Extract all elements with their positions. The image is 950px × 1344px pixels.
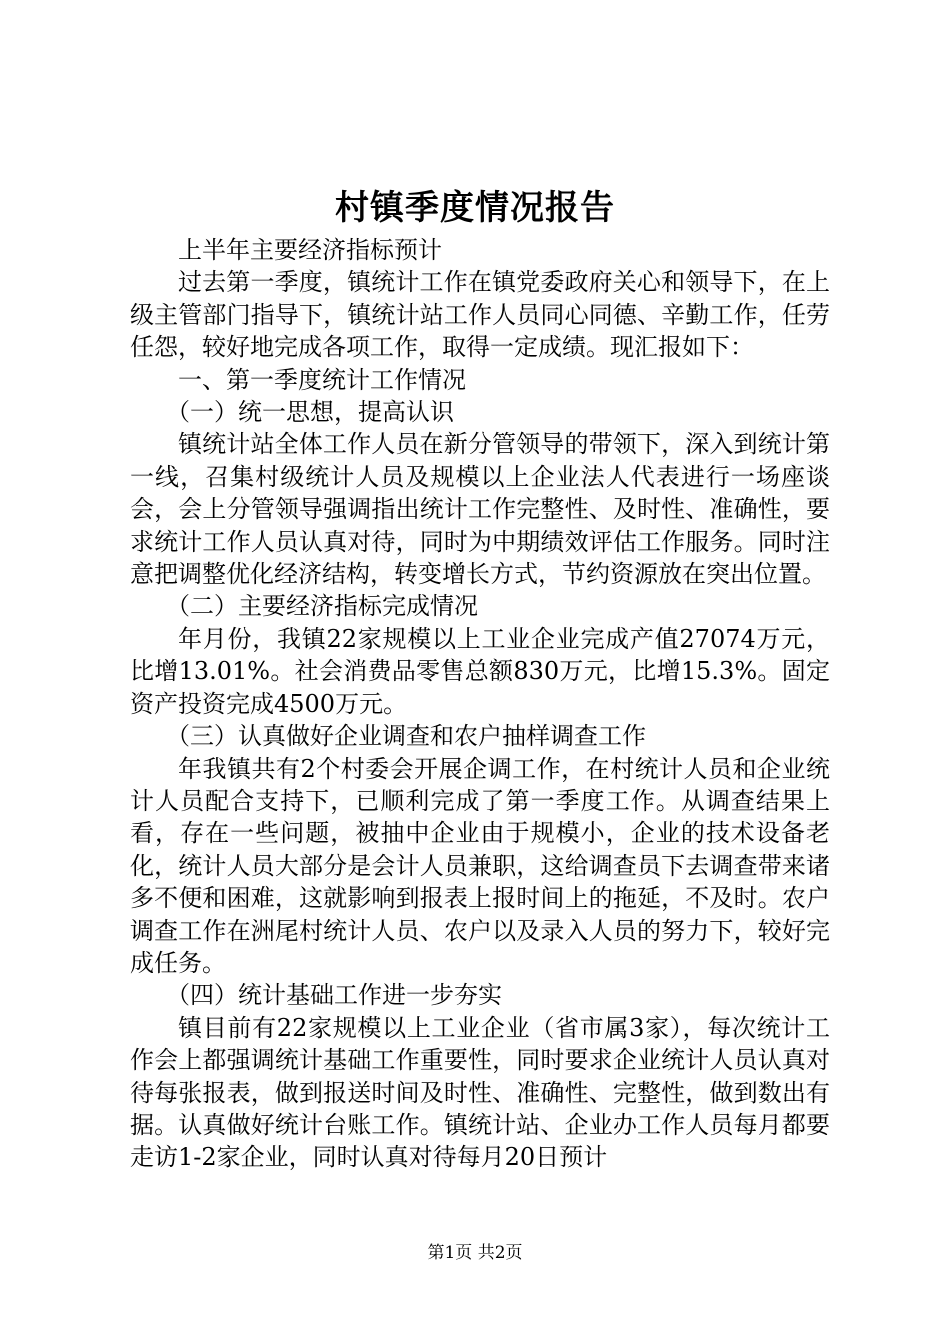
subsection-heading-3: （三）认真做好企业调查和农户抽样调查工作 bbox=[166, 722, 646, 751]
page-number-footer: 第1页 共2页 bbox=[427, 1243, 523, 1263]
document-title: 村镇季度情况报告 bbox=[335, 188, 615, 228]
paragraph-intro-heading: 上半年主要经济指标预计 bbox=[178, 236, 442, 264]
subsection-heading-2: （二）主要经济指标完成情况 bbox=[166, 592, 478, 621]
paragraph-intro: 过去第一季度，镇统计工作在镇党委政府关心和领导下，在上级主管部门指导下，镇统计站工作人员同心同德、辛勤工作，任劳任怨，较好地完成各项工作，取得一定成绩。现汇报如下： bbox=[130, 268, 830, 362]
paragraph-body: 镇目前有22家规模以上工业企业（省市属3家），每次统计工作会上都强调统计基础工作重要性，同时要求企业统计人员认真对待每张报表，做到报送时间及时性、准确性、完整性，做到数出有据。认真做好统计台账工作。镇统计站、企业办工作人员每月都要走访1-2家企业，同时认真对待每月20日预计 bbox=[130, 1013, 830, 1172]
section-heading-1: 一、第一季度统计工作情况 bbox=[178, 365, 466, 394]
subsection-heading-1: （一）统一思想，提高认识 bbox=[166, 398, 454, 427]
paragraph-body: 年月份，我镇22家规模以上工业企业完成产值27074万元，比增13.01%。社会消费品零售总额830万元，比增15.3%。固定资产投资完成4500万元。 bbox=[130, 624, 830, 718]
document-body bbox=[130, 234, 830, 1174]
subsection-heading-4: （四）统计基础工作进一步夯实 bbox=[166, 981, 502, 1010]
paragraph-body: 镇统计站全体工作人员在新分管领导的带领下，深入到统计第一线，召集村级统计人员及规模以上企业法人代表进行一场座谈会，会上分管领导强调指出统计工作完整性、及时性、准确性，要求统计工作人员认真对待，同时为中期绩效评估工作服务。同时注意把调整优化经济结构，转变增长方式，节约资源放在突出位置。 bbox=[130, 430, 830, 589]
paragraph-body: 年我镇共有2个村委会开展企调工作，在村统计人员和企业统计人员配合支持下，已顺利完成了第一季度工作。从调查结果上看，存在一些问题，被抽中企业由于规模小，企业的技术设备老化，统计人员大部分是会计人员兼职，这给调查员下去调查带来诸多不便和困难，这就影响到报表上报时间上的拖延，不及时。农户调查工作在洲尾村统计人员、农户以及录入人员的努力下，较好完成任务。 bbox=[130, 754, 830, 977]
